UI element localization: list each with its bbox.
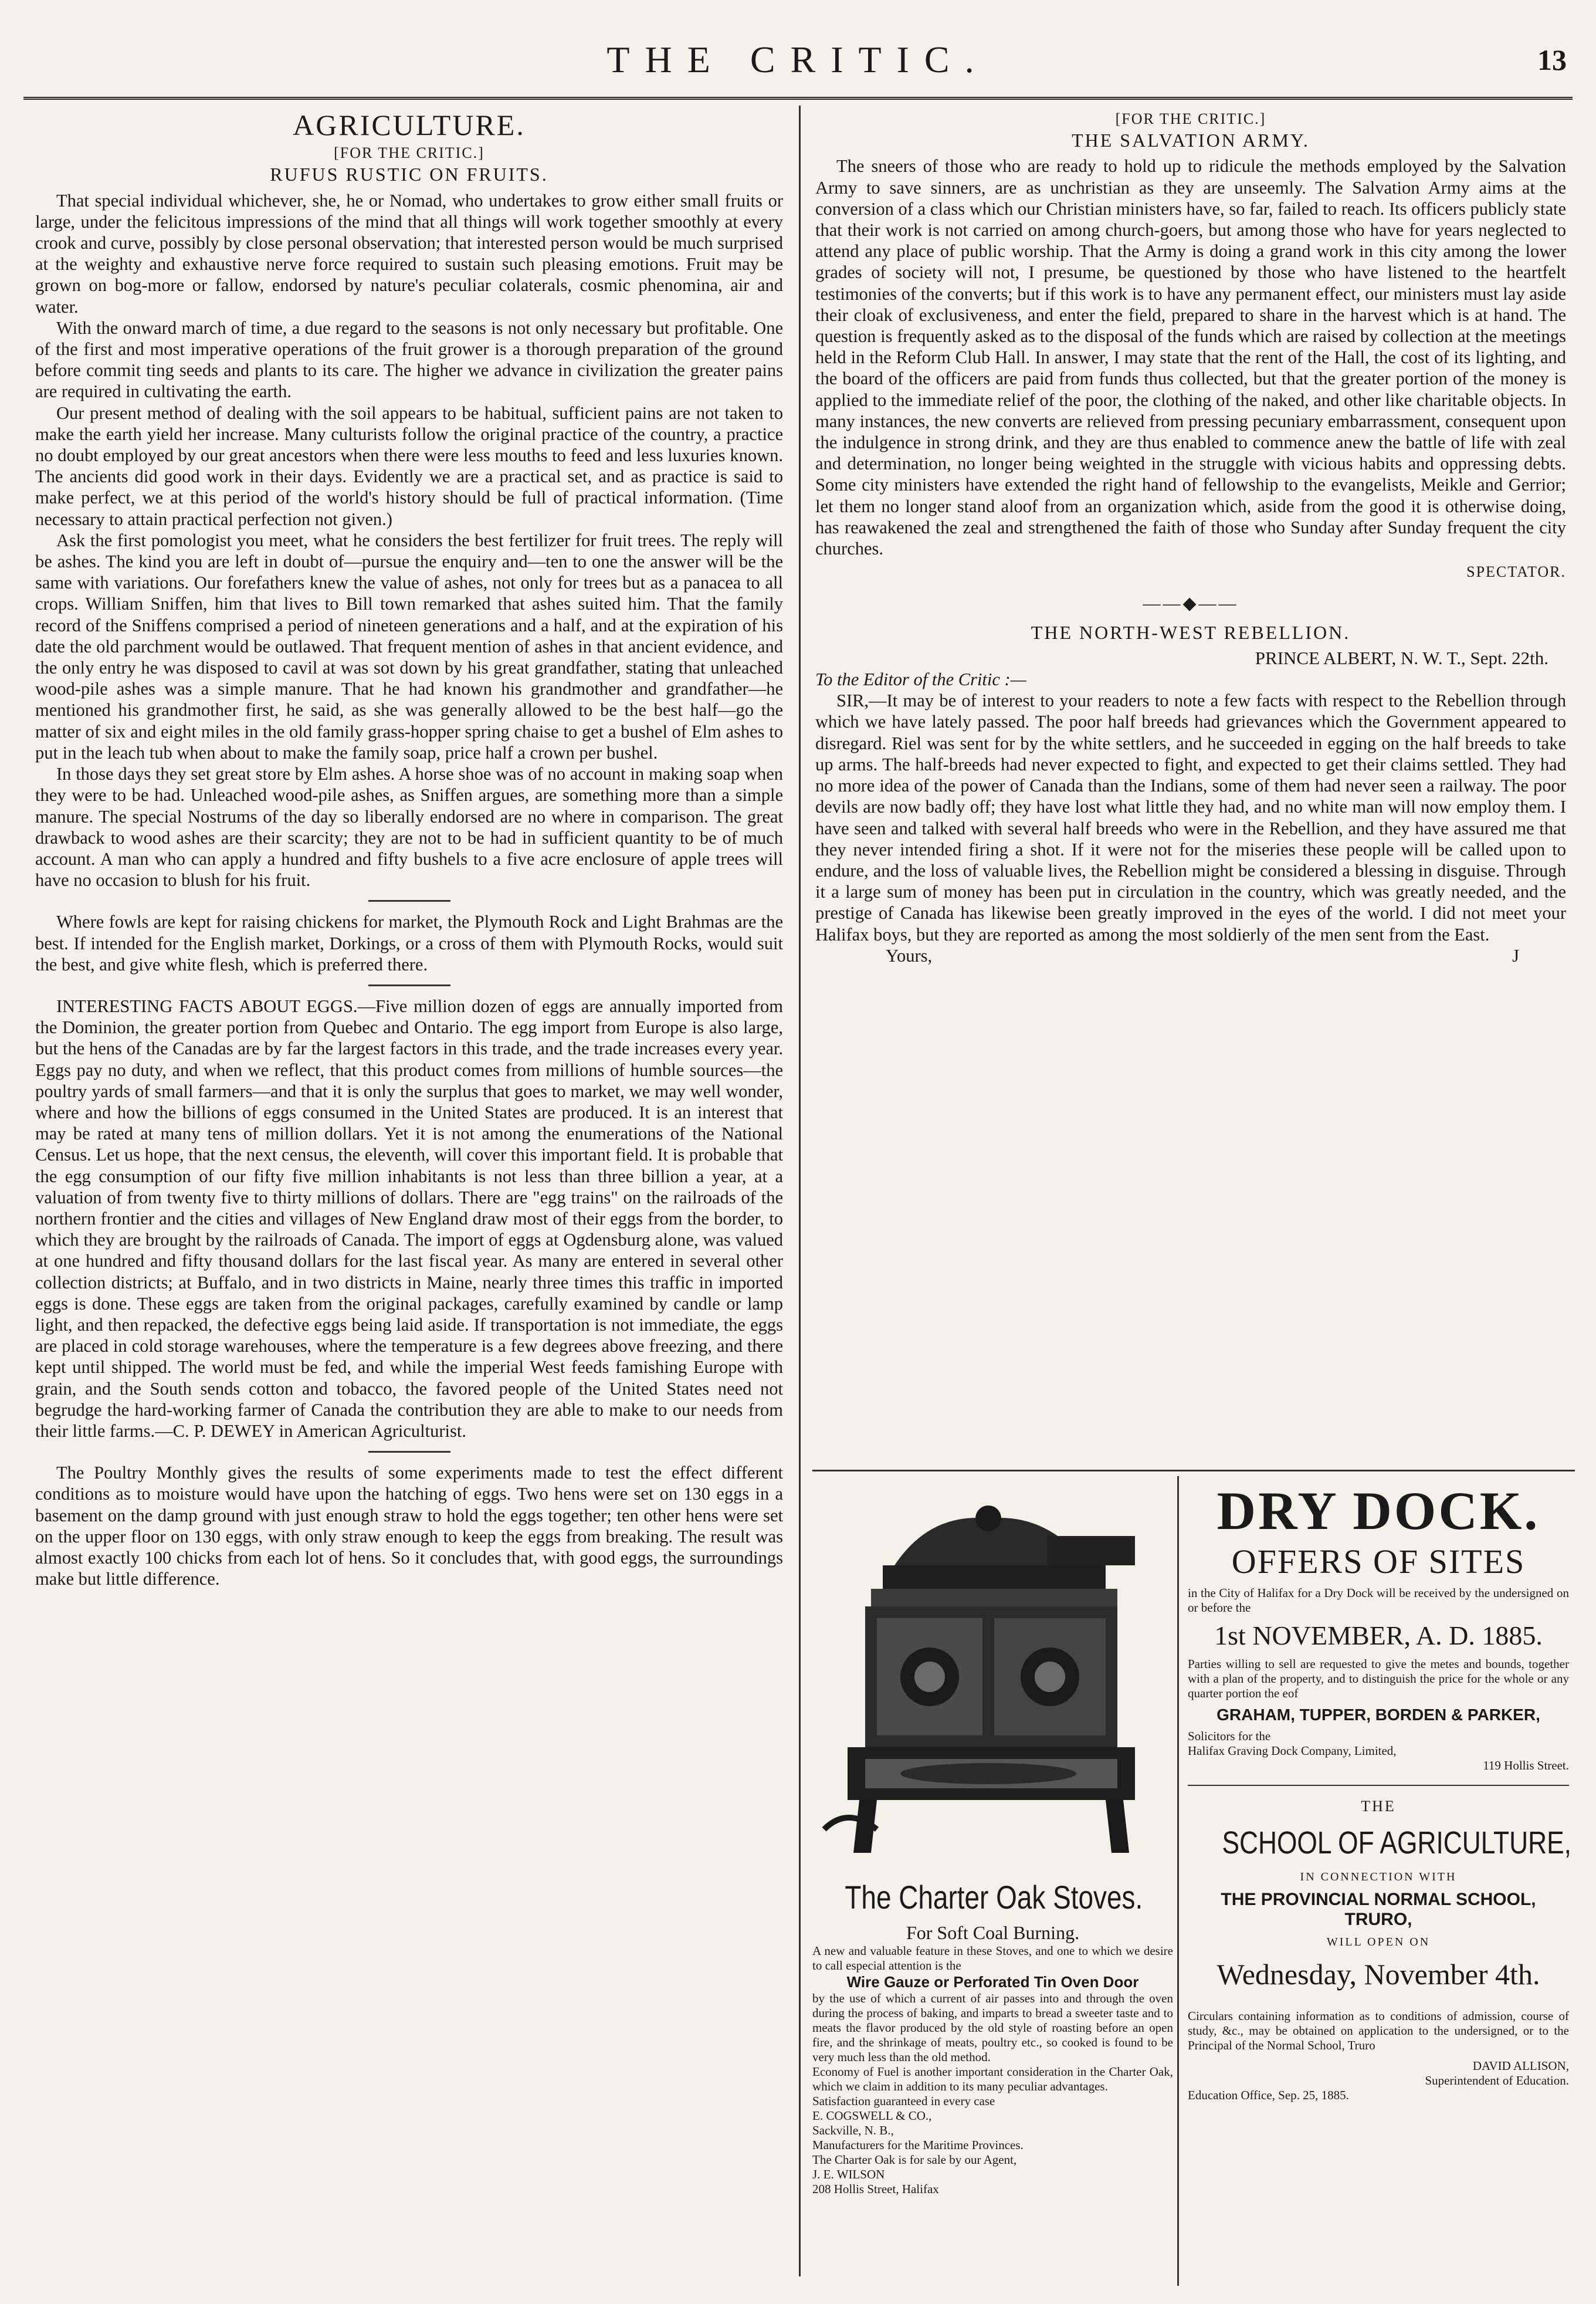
dry-dock-details: Parties willing to sell are requested to give the metes and bounds, together with a plan of the property, and to distinguish the price for the whole or any quarter portion the eof (1188, 1657, 1569, 1700)
divider (368, 900, 450, 902)
stove-ad-agent: J. E. WILSON (812, 2167, 885, 2181)
salvation-paragraph: The sneers of those who are ready to hold up to ridicule the methods employed by the Salvation Army to save sinners, are as unchristian as they are unseemly. The Salvation Army aims at the conversion of a class which our Christian ministers have, so far, failed to reach. Its officers publicly state that their work is not carried on among church-goers, but among those who have for years neglected to attend any place of public worship. That the Army is doing a grand work in this city among the lower grades of society will not, I presume, be questioned by those who have listened to the heartfelt testimonies of the converts; but if this work is to have any permanent effect, our ministers must lay aside their cloak of exclusiveness, and enter the field, prepared to share in the harvest which is at hand. The question is frequently asked as to the disposal of the funds which are raised by collection at the meetings held in the Reform Club Hall. In answer, I may state that the rent of the Hall, the cost of its lighting, and the board of the officers are paid from funds thus collected, but that the greater portion of the money is applied to the immediate relief of the poor, the clothing of the naked, and other like charitable objects. In many instances, the new converts are relieved from pressing pecuniary embarrassment, consequent upon the indulgence in strong drink, and they are thus enabled to commence anew the battle of life with zeal and determination, no longer being weighted in the struggle with vicious habits and oppressing debts. Some city ministers have extended the right hand of fellowship to the evangelists, Meikle and Gerrior; let them no longer stand aloof from an organization which, aside from the good it is otherwise doing, has reawakened the zeal and strengthened the faith of those who Sunday after Sunday frequent the city churches. (815, 156, 1566, 559)
ornament-divider: ——◆—— (1143, 594, 1239, 614)
ad-divider (1177, 1476, 1179, 2286)
article-paragraph: In those days they set great store by Elm ashes. A horse shoe was of no account in making soap when they were to be had. Unleached wood-pile ashes, as Sniffen argues, are something more than a simple manure. The special Nostrums of the day so liberally endorsed are no where in comparison. The great drawback to wood ashes are their scarcity; they are not to be had in sufficient quantity to be of much account. A man who can apply a hundred and fifty bushels to a five acre enclosure of apple trees will have no occasion to blush for his fruit. (35, 764, 783, 891)
divider (368, 1451, 450, 1453)
byline: [FOR THE CRITIC.] (334, 144, 484, 162)
school-ad-signer: DAVID ALLISON, (1472, 2059, 1569, 2073)
column-divider (799, 106, 801, 2276)
school-ad-date: Wednesday, November 4th. (1217, 1958, 1540, 1991)
article-title: RUFUS RUSTIC ON FRUITS. (270, 164, 548, 185)
article-title: THE NORTH-WEST REBELLION. (1031, 621, 1351, 643)
stove-illustration (812, 1477, 1170, 1870)
school-ad-school: THE PROVINCIAL NORMAL SCHOOL, TRURO, (1221, 1890, 1536, 1929)
stove-ad-agent-line: The Charter Oak is for sale by our Agent, (812, 2153, 1017, 2167)
dry-dock-date: 1st NOVEMBER, A. D. 1885. (1214, 1620, 1543, 1650)
eggs-paragraph: INTERESTING FACTS ABOUT EGGS.—Five million dozen of eggs are annually imported from the Dominion, the greater portion from Quebec and Ontario. The egg import from Europe is also large, but the hens of the Canadas are by far the largest factors in this trade, and the trade increases every year. Eggs pay no duty, and when we reflect, that this product comes from millions of humble sources—the poultry yards of small farmers—and that it is only the surplus that goes to market, we may well wonder, where and how the billions of eggs consumed in the United States are produced. It is an interest that may be rated at many tens of million dollars. Yet it is not among the enumerations of the National Census. Let us hope, that the next census, the eleventh, will cover this important field. It is probable that the egg consumption of our fifty five million inhabitants is not less than three billion a year, at a valuation of from twenty five to thirty millions of dollars. There are "egg trains" on the railroads of the northern frontier and the cities and villages of New England draw most of their eggs from the border, to which they are brought by the railroads of Canada. The import of eggs at Ogdensburg alone, was valued at one hundred and fifty thousand dollars for the last fiscal year. As many are entered in several other collection districts; at Buffalo, and in two districts in Maine, nearly three times this traffic in imported eggs is done. These eggs are taken from the original packages, carefully examined by candle or lamp light, and then repacked, the defective eggs being laid aside. If transportation is not immediate, the eggs are placed in cold storage warehouses, where the temperature is a few degrees above freezing, and there kept until shipped. The world must be fed, and while the imperial West feeds famishing Europe with grain, and the South sends cotton and tobacco, the favored people of the United States need not begrudge the hard-working farmer of Canada the contribution they are able to make to our needs from their little farms.—C. P. DEWEY in American Agriculturist. (35, 996, 783, 1441)
dry-dock-solicitors-role: Solicitors for the (1188, 1729, 1271, 1743)
stove-ad-agent-address: 208 Hollis Street, Halifax (812, 2182, 939, 2196)
rebellion-paragraph: SIR,—It may be of interest to your readers to note a few facts with respect to the Rebellion through which we have lately passed. The poor half breeds had grievances which the Government appeared to disregard. Riel was sent for by the white settlers, and he succeeded in egging on the half breeds to take up arms. The half-breeds had never expected to fight, and expected to get their claims settled. They had no more idea of the power of Canada than the Indians, some of them had never seen a railway. The poor devils are now badly off; they have lost what little they had, and no white man will now employ them. I have seen and talked with several half breeds who were in the Rebellion, and they have assured me that they never intended firing a shot. If it were not for the miseries these people will be called upon to endure, and the loss of valuable lives, the Rebellion might be considered a blessing in disguise. Through it a large sum of money has been put in circulation in the country, which was greatly needed, and the prestige of Canada has likewise been greatly improved in the eyes of the world. I did not meet your Halifax boys, but they are reported as among the most soldierly of the men sent from the East. (815, 691, 1566, 945)
article-paragraph: That special individual whichever, she, he or Nomad, who undertakes to grow either small fruits or large, under the felicitous impressions of the mind that all things will work together smoothly at every crook and curve, possibly by close personal observation; that interested person would be much surprised at the weighty and exhaustive nerve force required to sustain such pleasing emotions. Fruit may be grown on bog-more or fallow, endorsed by nature's peculiar colaterals, cosmic phenomina, air and water. (35, 190, 783, 317)
salutation: To the Editor of the Critic :— (815, 669, 1026, 690)
right-column (815, 109, 1566, 966)
dry-dock-body: in the City of Halifax for a Dry Dock will be received by the undersigned on or before the (1188, 1586, 1569, 1615)
ad-divider (1188, 1785, 1569, 1786)
stove-ad-maker: E. COGSWELL & CO., (812, 2109, 932, 2123)
stove-ad-maker-town: Sackville, N. B., (812, 2123, 894, 2137)
closing-word: Yours, (886, 945, 933, 966)
stove-ad-intro: A new and valuable feature in these Stoves, and one to which we desire to call especial attention is the (812, 1944, 1173, 1973)
stove-ad-maker-role: Manufacturers for the Maritime Provinces. (812, 2138, 1024, 2152)
school-ad-office: Education Office, Sep. 25, 1885. (1188, 2088, 1349, 2102)
stove-ad-title: The Charter Oak Stoves. (845, 1879, 1143, 1916)
stove-advertisement (812, 1477, 1173, 2287)
school-ad-connection: IN CONNECTION WITH (1300, 1870, 1457, 1883)
section-title: AGRICULTURE. (293, 109, 526, 141)
advertisements (812, 1470, 1575, 2287)
left-column (35, 109, 783, 1589)
school-ad-opens: WILL OPEN ON (1326, 1936, 1431, 1948)
fowls-paragraph: Where fowls are kept for raising chickens for market, the Plymouth Rock and Light Brahmas are the best. If intended for the English market, Dorkings, or a cross of them with Plymouth Rocks, would suit the best, and give white flesh, which is preferred there. (35, 912, 783, 975)
stove-ad-body: by the use of which a current of air passes into and through the oven during the process of baking, and imparts to bread a sweeter taste and to meats the flavor produced by the old style of roasting before an open fire, and the shrinkage of meats, poultry etc., so cooked is found to be very much less than the old method. (812, 1991, 1173, 2064)
school-ad-circulars: Circulars containing information as to conditions of admission, course of study, &c., may be obtained on application to the undersigned, or to the Principal of the Normal School, Truro (1188, 2009, 1569, 2052)
newspaper-title: THE CRITIC. (606, 39, 990, 80)
dry-dock-company: Halifax Graving Dock Company, Limited, (1188, 1744, 1397, 1758)
stove-ad-feature: Wire Gauze or Perforated Tin Oven Door (846, 1973, 1139, 1991)
dry-dock-subtitle: OFFERS OF SITES (1231, 1542, 1526, 1581)
article-paragraph: Our present method of dealing with the soil appears to be habitual, sufficient pains are not taken to make the earth yield her increase. Many culturists follow the original practice of the country, a practice no doubt employed by our great ancestors when there were less mouths to feed and less luxuries known. The ancients did good work in their days. Evidently we are a practical set, and as practice is said to make perfect, we at this period of the world's history should be full of practical information. (Time necessary to attain practical perfection not given.) (35, 402, 783, 529)
article-paragraph: With the onward march of time, a due regard to the seasons is not only necessary but profitable. One of the first and most imperative operations of the fruit grower is a thorough preparation of the ground before commit ting seeds and plants to its care. The higher we advance in civilization the greater pains are required in cultivating the earth. (35, 317, 783, 402)
article-title: THE SALVATION ARMY. (1072, 130, 1310, 151)
page-number: 13 (1537, 43, 1567, 76)
poultry-paragraph: The Poultry Monthly gives the results of some experiments made to test the effect different conditions as to moisture would have upon the hatching of eggs. Two hens were set on 130 eggs in a basement on the damp ground with just enough straw to hold the eggs together; ten other hens were set on the upper floor on 130 eggs, with only straw enough to keep the eggs from breaking. The result was almost exactly 100 chicks from each lot of hens. So it concludes that, with good eggs, the surroundings make but little difference. (35, 1463, 783, 1589)
dry-dock-advertisement (1188, 1477, 1569, 2287)
dateline: PRINCE ALBERT, N. W. T., Sept. 22th. (1255, 647, 1548, 668)
closing-initial: J (1512, 945, 1519, 966)
stove-ad-guarantee: Satisfaction guaranteed in every case (812, 2094, 995, 2108)
signature: SPECTATOR. (1466, 563, 1566, 581)
stove-ad-subtitle: For Soft Coal Burning. (906, 1922, 1080, 1943)
divider (368, 984, 450, 986)
closing (815, 945, 1566, 966)
stove-ad-economy: Economy of Fuel is another important consideration in the Charter Oak, which we claim in addition to its many peculiar advantages. (812, 2065, 1173, 2093)
masthead (23, 32, 1573, 100)
dry-dock-company-address: 119 Hollis Street. (1483, 1758, 1569, 1772)
school-ad-signer-role: Superintendent of Education. (1425, 2073, 1569, 2088)
article-paragraph: Ask the first pomologist you meet, what he considers the best fertilizer for fruit trees. The reply will be ashes. The kind you are left in doubt of—pursue the enquiry and—ten to one the answer will be the same with variations. Our forefathers knew the value of ashes, not only for trees but as a panacea to all crops. William Sniffen, him that lives to Bill town remarked that ashes suited him. That the family record of the Sniffens comprised a period of nineteen generations and a half, and at the expiration of his date the old parchment would be outlawed. That frequent mention of ashes in that ancient evidence, and the only entry he was disposed to cavil at was sot down by his great grandfather, stating that unleached wood-pile ashes was a simple manure. That he had known his grandmother and grandfather—he mentioned his grandmother first, he said, as she was generally allowed to be the best half—go the matter of six and eight miles in the old family grass-hopper spring chaise to get a bushel of Elm ashes to put in the leach tub when about to make the family soap, price half a crown per bushel. (35, 530, 783, 763)
school-ad-title: SCHOOL OF AGRICULTURE, (1222, 1825, 1571, 1860)
dry-dock-title: DRY DOCK. (1217, 1481, 1540, 1541)
school-ad-the: THE (1361, 1798, 1396, 1815)
dry-dock-solicitors: GRAHAM, TUPPER, BORDEN & PARKER, (1217, 1706, 1540, 1724)
byline: [FOR THE CRITIC.] (1115, 110, 1266, 127)
